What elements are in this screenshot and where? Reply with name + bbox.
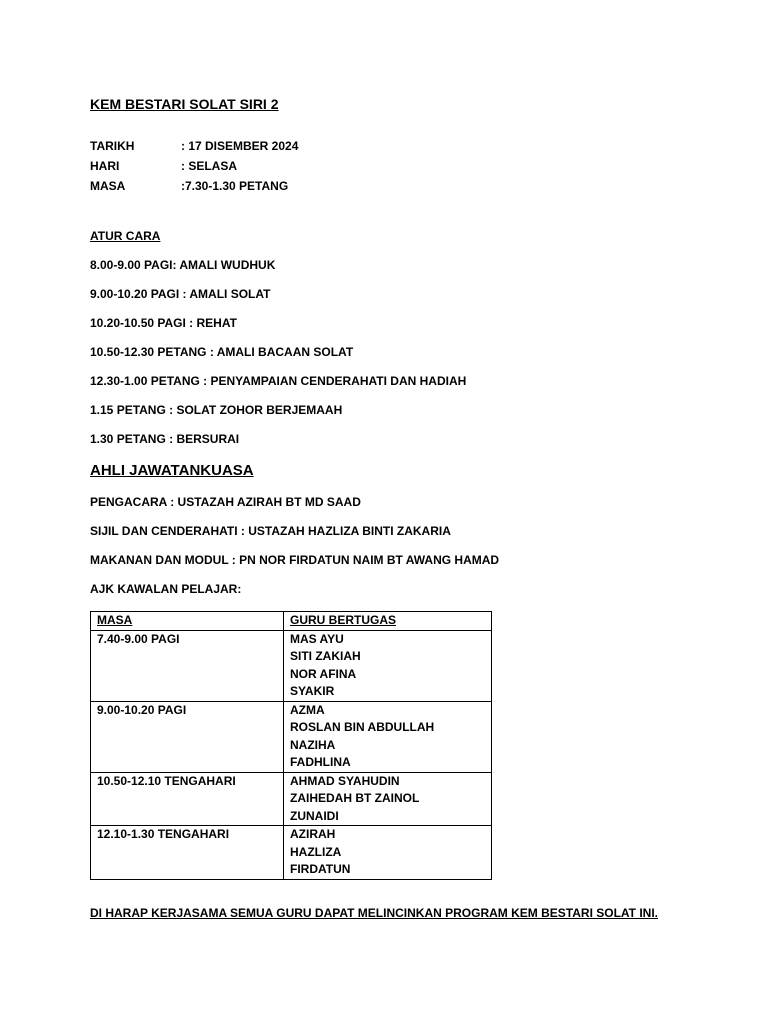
committee-item: AJK KAWALAN PELAJAR: xyxy=(90,582,242,596)
teacher-name: MAS AYU xyxy=(290,631,344,646)
teacher-name: HAZLIZA xyxy=(290,844,342,859)
duty-table xyxy=(90,611,492,880)
committee-item: PENGACARA : USTAZAH AZIRAH BT MD SAAD xyxy=(90,495,361,509)
teacher-name: AZIRAH xyxy=(290,827,336,841)
schedule-item: 9.00-10.20 PAGI : AMALI SOLAT xyxy=(90,287,271,301)
teacher-name: FADHLINA xyxy=(290,755,351,769)
info-value: : SELASA xyxy=(181,159,238,173)
table-row xyxy=(91,772,492,826)
table-row xyxy=(91,630,492,701)
column-header-masa: MASA xyxy=(91,612,284,631)
time-cell: 12.10-1.30 TENGAHARI xyxy=(91,826,284,880)
info-row-masa xyxy=(90,179,288,194)
table-row xyxy=(91,701,492,772)
schedule-item: 8.00-9.00 PAGI: AMALI WUDHUK xyxy=(90,258,276,272)
column-header-guru: GURU BERTUGAS xyxy=(284,612,492,631)
info-label: TARIKH xyxy=(90,139,135,153)
names-cell xyxy=(284,701,492,772)
info-row-hari xyxy=(90,159,237,174)
names-cell xyxy=(284,772,492,826)
committee-item: MAKANAN DAN MODUL : PN NOR FIRDATUN NAIM BT AWANG HAMAD xyxy=(90,553,500,567)
info-value: : 17 DISEMBER 2024 xyxy=(181,139,299,153)
info-label: HARI xyxy=(90,159,120,173)
teacher-name: ZUNAIDI xyxy=(290,808,339,823)
schedule-item: 1.30 PETANG : BERSURAI xyxy=(90,432,240,446)
table-header-row xyxy=(91,612,492,631)
teacher-name: ZAIHEDAH BT ZAINOL xyxy=(290,791,420,805)
names-cell xyxy=(284,826,492,880)
names-cell xyxy=(284,630,492,701)
teacher-name: AHMAD SYAHUDIN xyxy=(290,773,400,788)
info-label: MASA xyxy=(90,179,126,193)
teacher-name: FIRDATUN xyxy=(290,862,351,876)
teacher-name: ROSLAN BIN ABDULLAH xyxy=(290,720,435,734)
info-value: :7.30-1.30 PETANG xyxy=(181,179,289,193)
schedule-item: 10.20-10.50 PAGI : REHAT xyxy=(90,316,237,330)
teacher-name: SITI ZAKIAH xyxy=(290,649,361,663)
time-cell: 9.00-10.20 PAGI xyxy=(91,701,284,772)
teacher-name: NOR AFINA xyxy=(290,666,357,681)
closing-note: DI HARAP KERJASAMA SEMUA GURU DAPAT MELINCINKAN PROGRAM KEM BESTARI SOLAT INI. xyxy=(90,906,659,920)
schedule-item: 1.15 PETANG : SOLAT ZOHOR BERJEMAAH xyxy=(90,403,343,417)
teacher-name: NAZIHA xyxy=(290,737,336,752)
time-cell: 10.50-12.10 TENGAHARI xyxy=(91,772,284,826)
teacher-name: AZMA xyxy=(290,702,325,717)
atur-cara-heading: ATUR CARA xyxy=(90,229,161,243)
teacher-name: SYAKIR xyxy=(290,684,335,698)
schedule-item: 12.30-1.00 PETANG : PENYAMPAIAN CENDERAHATI DAN HADIAH xyxy=(90,374,467,388)
info-row-tarikh xyxy=(90,139,298,154)
time-cell: 7.40-9.00 PAGI xyxy=(91,630,284,701)
document-title: KEM BESTARI SOLAT SIRI 2 xyxy=(90,96,279,112)
committee-item: SIJIL DAN CENDERAHATI : USTAZAH HAZLIZA BINTI ZAKARIA xyxy=(90,524,451,538)
ajk-heading: AHLI JAWATANKUASA xyxy=(90,462,254,479)
table-row xyxy=(91,826,492,880)
schedule-item: 10.50-12.30 PETANG : AMALI BACAAN SOLAT xyxy=(90,345,354,359)
